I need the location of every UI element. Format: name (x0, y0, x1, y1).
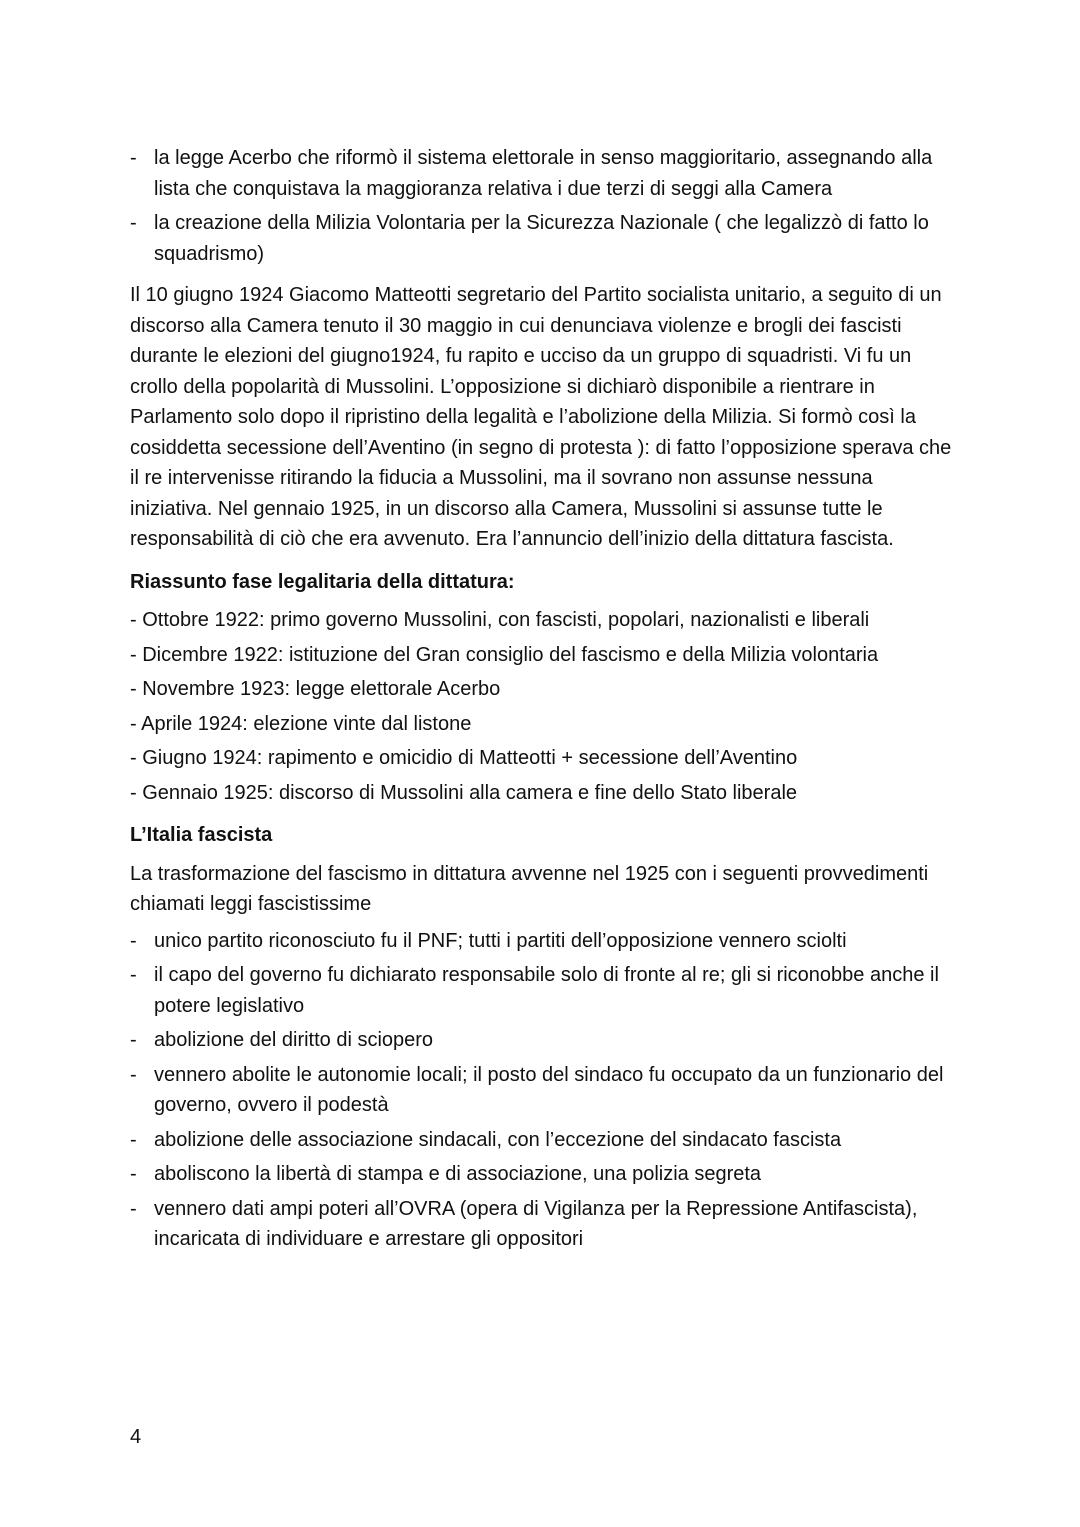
bullet-dash: - (130, 1063, 137, 1086)
timeline-item: - Giugno 1924: rapimento e omicidio di Matteotti + secessione dell’Aventino (130, 747, 798, 769)
bullet-dash: - (130, 1163, 137, 1185)
bullet-dash: - (130, 964, 137, 986)
list-item-text: abolizione delle associazione sindacali, con l’eccezione del sindacato fascista (154, 1128, 842, 1151)
timeline-item: - Dicembre 1922: istituzione del Gran consiglio del fascismo e della Milizia volontaria (130, 643, 879, 666)
list-item (130, 960, 960, 1021)
page-content (130, 143, 960, 1259)
list-item-text: la legge Acerbo che riformò il sistema elettorale in senso maggioritario, assegnando alla lista che conquistava la maggioranza relativa i due terzi di seggi alla Camera (154, 147, 933, 200)
bullet-dash: - (130, 929, 137, 952)
matteotti-paragraph: Il 10 giugno 1924 Giacomo Matteotti segretario del Partito socialista unitario, a seguito di un discorso alla Camera tenuto il 30 maggio in cui denunciava violenze e brogli dei fascisti durante le elezioni del giugno1924, fu rapito e ucciso da un gruppo di squadristi. Vi fu un crollo della popolarità di Mussolini. L’opposizione si dichiarò disponibile a rientrare in Parlamento solo dopo il ripristino della legalità e l’abolizione della Milizia. Si formò così la cosiddetta secessione dell’Aventino (in segno di protesta ): di fatto l’opposizione sperava che il re intervenisse ritirando la fiducia a Mussolini, ma il sovrano non assunse nessuna iniziativa. Nel gennaio 1925, in un discorso alla Camera, Mussolini si assunse tutte le responsabilità di ciò che era avvenuto. Era l’annuncio dell’inizio della dittatura fascista. (130, 284, 952, 550)
bullet-dash: - (130, 147, 137, 169)
section-heading: L’Italia fascista (130, 824, 273, 846)
list-item-text: vennero abolite le autonomie locali; il posto del sindaco fu occupato da un funzionario del governo, ovvero il podestà (154, 1063, 944, 1116)
list-item (130, 1194, 960, 1255)
bullet-dash: - (130, 1029, 137, 1051)
timeline-item: - Novembre 1923: legge elettorale Acerbo (130, 678, 501, 700)
summary-timeline (130, 605, 960, 808)
list-item (130, 926, 960, 957)
list-item (130, 1025, 960, 1056)
list-item-text: aboliscono la libertà di stampa e di associazione, una polizia segreta (154, 1163, 762, 1185)
list-item-text: unico partito riconosciuto fu il PNF; tutti i partiti dell’opposizione vennero sciolti (154, 929, 847, 952)
bullet-dash: - (130, 1197, 137, 1220)
list-item (130, 143, 960, 204)
top-bullet-list (130, 143, 960, 269)
list-item (130, 1125, 960, 1156)
list-item (130, 208, 960, 269)
list-item (130, 1159, 960, 1190)
fascist-intro-paragraph: La trasformazione del fascismo in dittatura avvenne nel 1925 con i seguenti provvedimenti chiamati leggi fascistissime (130, 862, 929, 915)
list-item-text: vennero dati ampi poteri all’OVRA (opera di Vigilanza per la Repressione Antifascista), incaricata di individuare e arrestare gli oppositori (154, 1197, 918, 1250)
list-item-text: il capo del governo fu dichiarato responsabile solo di fronte al re; gli si riconobbe anche il potere legislativo (154, 964, 939, 1017)
bullet-dash: - (130, 212, 137, 234)
list-item-text: abolizione del diritto di sciopero (154, 1029, 434, 1051)
bullet-dash: - (130, 1128, 137, 1151)
list-item-text: la creazione della Milizia Volontaria per la Sicurezza Nazionale ( che legalizzò di fatto lo squadrismo) (154, 212, 929, 265)
timeline-item: - Gennaio 1925: discorso di Mussolini alla camera e fine dello Stato liberale (130, 781, 798, 804)
laws-bullet-list (130, 926, 960, 1255)
page-number: 4 (130, 1426, 142, 1448)
summary-heading: Riassunto fase legalitaria della dittatura: (130, 570, 515, 593)
list-item (130, 1060, 960, 1121)
timeline-item: - Ottobre 1922: primo governo Mussolini, con fascisti, popolari, nazionalisti e liberali (130, 609, 870, 631)
timeline-item: - Aprile 1924: elezione vinte dal listone (130, 712, 472, 735)
